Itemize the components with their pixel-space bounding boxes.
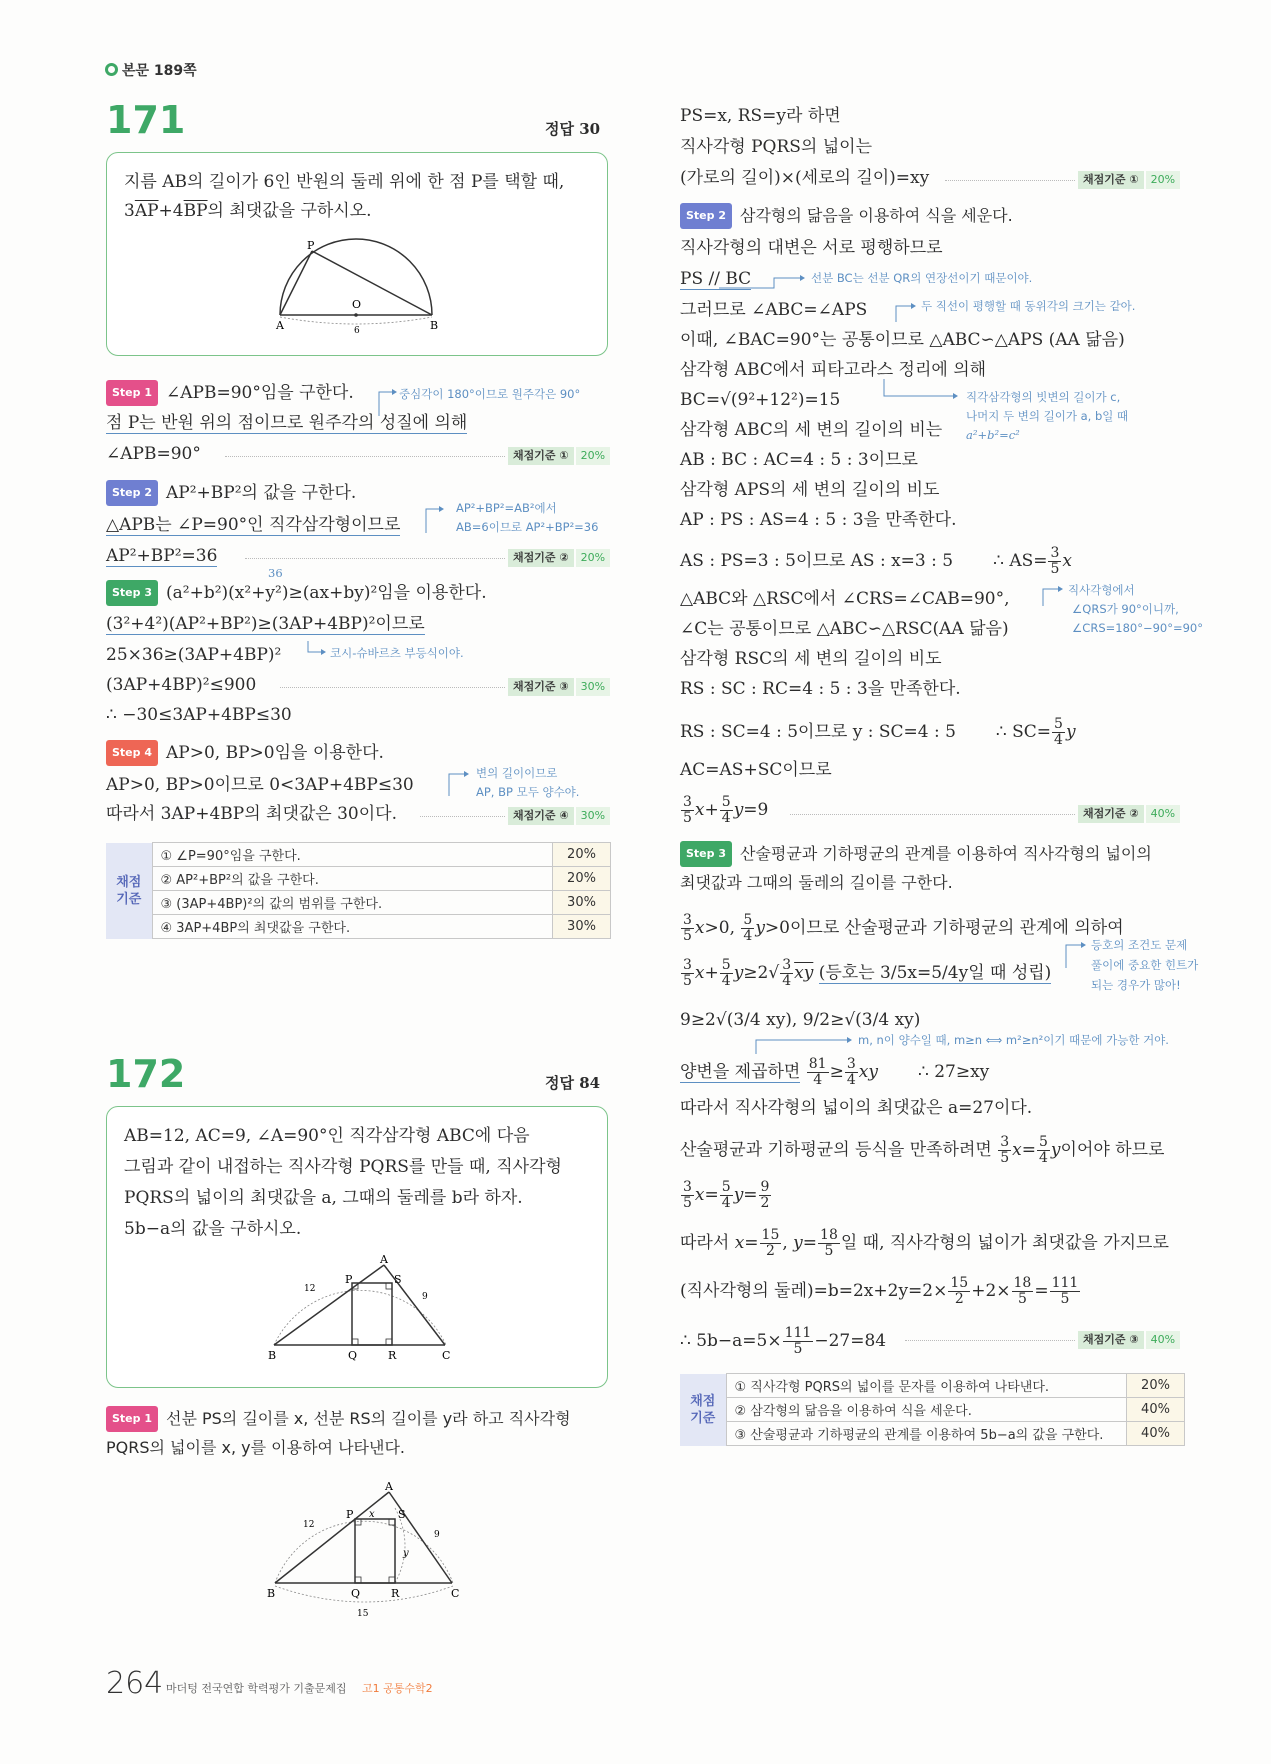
step2-title: Step 2 AP²+BP²의 값을 구한다. — [106, 480, 356, 506]
solution-line: ∴ 5b−a=5× $\frac{111}{5}$ −27=84 — [680, 1325, 887, 1357]
criteria-tag: 채점기준 ② 20% — [508, 549, 610, 567]
side-note: 등호의 조건도 문제 — [1091, 938, 1188, 952]
solution-line: AB : BC : AC=4 : 5 : 3이므로 — [680, 450, 918, 470]
note-arrow — [448, 768, 472, 798]
svg-text:Q: Q — [351, 1587, 361, 1600]
note-arrow — [883, 378, 963, 402]
svg-text:A: A — [276, 319, 284, 332]
grading-criteria-table: 채점 기준 ① 직사각형 PQRS의 넓이를 문자를 이용하여 나타낸다. 20% ② 삼각형의 닮음을 이용하여 식을 세운다. 40% ③ 산술평균과 기하평균의 관계를 이용하여 5b−a의 값을 구한다. 40% — [680, 1373, 1185, 1446]
svg-text:O: O — [352, 298, 362, 311]
solution-line: $\frac{3}{5}$ x+ $\frac{5}{4}$ y=9 — [683, 794, 769, 826]
svg-text:R: R — [388, 1349, 397, 1362]
svg-text:12: 12 — [304, 1284, 316, 1294]
svg-text:9: 9 — [422, 1292, 428, 1302]
criteria-label: 채점 기준 — [680, 1374, 726, 1446]
step-badge: Step 2 — [680, 203, 732, 229]
solution-line: 따라서 x= $\frac{15}{2}$ , y= $\frac{18}{5}$ 일 때, 직사각형의 넓이가 최댓값을 가지므로 — [680, 1227, 1169, 1259]
solution-line: (3AP+4BP)²≤900 — [106, 675, 257, 695]
solution-line: 이때, ∠BAC=90°는 공통이므로 △ABC∽△APS (AA 닮음) — [680, 330, 1125, 350]
side-note: ∠QRS가 90°이니까, — [1072, 602, 1179, 616]
solution-line: 9≥2√(3/4 xy), 9/2≥√(3/4 xy) — [680, 1010, 921, 1030]
step4-title: Step 4 AP>0, BP>0임을 이용한다. — [106, 740, 384, 766]
triangle-figure-labeled — [255, 1480, 470, 1625]
solution-line: 25×36≥(3AP+4BP)² — [106, 645, 282, 665]
step3-title: Step 3 (a²+b²)(x²+y²)≥(ax+by)²임을 이용한다. — [106, 580, 487, 606]
subject-label: 고1 공통수학2 — [362, 1682, 433, 1695]
svg-text:P: P — [346, 1508, 354, 1521]
solution-line: 양변을 제곱하면 $\frac{81}{4}$ ≥ $\frac{3}{4}$ xy ∴ 27≥xy — [680, 1056, 990, 1088]
side-note: ∠CRS=180°−90°=90° — [1072, 621, 1204, 635]
side-note: 직각삼각형의 빗변의 길이가 c, — [966, 390, 1121, 404]
solution-line: $\frac{3}{5}$ x= $\frac{5}{4}$ y= $\frac{9}{2}$ — [683, 1179, 770, 1211]
solution-line: AC=AS+SC이므로 — [680, 760, 832, 780]
solution-line: PS=x, RS=y라 하면 — [680, 106, 841, 126]
criteria-tag: 채점기준 ① 20% — [508, 447, 610, 465]
question-text: AB=12, AC=9, ∠A=90°인 직각삼각형 ABC에 다음 — [124, 1126, 530, 1146]
solution-line: PS // BC — [680, 269, 752, 289]
step-badge: Step 1 — [106, 380, 158, 406]
solution-line: ∴ −30≤3AP+4BP≤30 — [106, 705, 292, 725]
svg-text:P: P — [307, 239, 315, 252]
solution-line: △APB는 ∠P=90°인 직각삼각형이므로 — [106, 515, 401, 535]
svg-text:x: x — [369, 1509, 375, 1520]
criteria-tag: 채점기준 ③ 30% — [508, 678, 610, 696]
step3-title: Step 3 산술평균과 기하평균의 관계를 이용하여 직사각형의 넓이의 — [680, 841, 1152, 867]
side-note: 되는 경우가 많아! — [1091, 978, 1181, 992]
note-arrow — [718, 272, 808, 292]
note-arrow — [1042, 584, 1066, 608]
page-number: 264 — [106, 1666, 164, 1701]
note-arrow — [307, 640, 327, 660]
side-note: 코시-슈바르츠 부등식이야. — [330, 646, 464, 660]
answer: 정답 30 — [545, 120, 601, 138]
note-arrow — [755, 1036, 855, 1056]
svg-text:A: A — [380, 1255, 388, 1266]
svg-text:6: 6 — [354, 326, 360, 335]
criteria-tag: 채점기준 ② 40% — [1078, 805, 1180, 823]
solution-line: △ABC와 △RSC에서 ∠CRS=∠CAB=90°, — [680, 589, 1010, 609]
criteria-tag: 채점기준 ③ 40% — [1078, 1331, 1180, 1349]
solution-line: 산술평균과 기하평균의 등식을 만족하려면 $\frac{3}{5}$ x= $\frac{5}{4}$ y이어야 하므로 — [680, 1134, 1165, 1166]
solution-line: 점 P는 반원 위의 점이므로 원주각의 성질에 의해 — [106, 413, 468, 433]
svg-text:9: 9 — [434, 1530, 440, 1540]
book-title: 마더텅 전국연합 학력평가 기출문제집 — [166, 1682, 347, 1695]
question-text: $3\overline{AP}+4\overline{BP}$의 최댓값을 구하시오. — [124, 201, 372, 221]
side-note: 36 — [268, 566, 283, 580]
step1-title-cont: PQRS의 넓이를 x, y를 이용하여 나타낸다. — [106, 1438, 405, 1457]
dotted-leader — [245, 558, 505, 559]
triangle-figure — [260, 1255, 460, 1370]
svg-text:C: C — [451, 1587, 460, 1600]
question-text: PQRS의 넓이의 최댓값을 a, 그때의 둘레를 b라 하자. — [124, 1188, 523, 1208]
dotted-leader — [280, 687, 505, 688]
step2-title: Step 2 삼각형의 닮음을 이용하여 식을 세운다. — [680, 203, 1013, 229]
solution-line: 삼각형 ABC에서 피타고라스 정리에 의해 — [680, 360, 987, 380]
svg-text:Q: Q — [348, 1349, 358, 1362]
svg-text:B: B — [430, 319, 439, 332]
side-note: 풀이에 중요한 힌트가 — [1091, 958, 1199, 972]
step1-title: Step 1 선분 PS의 길이를 x, 선분 RS의 길이를 y라 하고 직사각형 — [106, 1406, 571, 1432]
step-badge: Step 3 — [106, 580, 158, 606]
semicircle-figure — [270, 235, 450, 335]
solution-line: 삼각형 APS의 세 변의 길이의 비도 — [680, 480, 940, 500]
criteria-tag: 채점기준 ④ 30% — [508, 807, 610, 825]
step-badge: Step 1 — [106, 1406, 158, 1432]
note-arrow — [1065, 940, 1089, 970]
question-text: 그림과 같이 내접하는 직사각형 PQRS를 만들 때, 직사각형 — [124, 1157, 562, 1177]
solution-line: ∠C는 공통이므로 △ABC∽△RSC(AA 닮음) — [680, 619, 1009, 639]
solution-line: 삼각형 RSC의 세 변의 길이의 비도 — [680, 649, 942, 669]
criteria-tag: 채점기준 ① 20% — [1078, 171, 1180, 189]
svg-text:R: R — [391, 1587, 400, 1600]
solution-line: 삼각형 ABC의 세 변의 길이의 비는 — [680, 420, 943, 440]
question-text: 5b−a의 값을 구하시오. — [124, 1219, 302, 1239]
solution-line: $\frac{3}{5}$ x+ $\frac{5}{4}$ y≥2√ $\frac{3}{4}$ xy (등호는 3/5x=5/4y일 때 성립) — [683, 957, 1052, 989]
side-note: m, n이 양수일 때, m≥n ⟺ m²≥n²이기 때문에 가능한 거야. — [858, 1033, 1169, 1047]
side-note: 변의 길이이므로 — [476, 766, 558, 780]
side-note: 나머지 두 변의 길이가 a, b일 때 — [966, 409, 1129, 423]
circle-arrow-icon — [105, 63, 118, 76]
dotted-leader — [905, 1340, 1075, 1341]
side-note: 두 직선이 평행할 때 동위각의 크기는 같아. — [921, 299, 1136, 313]
solution-line: 따라서 3AP+4BP의 최댓값은 30이다. — [106, 804, 397, 824]
side-note: AP, BP 모두 양수야. — [476, 785, 580, 799]
svg-text:B: B — [268, 1349, 277, 1362]
solution-line: 직사각형의 대변은 서로 평행하므로 — [680, 238, 943, 258]
step1-title: Step 1 ∠APB=90°임을 구한다. — [106, 380, 354, 406]
solution-line: ∠APB=90° — [106, 444, 201, 464]
solution-line: BC=√(9²+12²)=15 — [680, 390, 841, 410]
solution-line: RS : SC=4 : 5이므로 y : SC=4 : 5 ∴ SC= $\frac{5}{4}$ y — [680, 716, 1076, 748]
solution-line: 직사각형 PQRS의 넓이는 — [680, 137, 873, 157]
side-note: a²+b²=c² — [966, 428, 1020, 442]
side-note: 중심각이 180°이므로 원주각은 90° — [399, 387, 581, 401]
solution-line: AP>0, BP>0이므로 0<3AP+4BP≤30 — [106, 775, 414, 795]
svg-text:S: S — [398, 1508, 406, 1521]
step-badge: Step 4 — [106, 740, 158, 766]
svg-text:y: y — [403, 1548, 409, 1559]
dotted-leader — [225, 456, 505, 457]
grading-criteria-table: 채점 기준 ① ∠P=90°임을 구한다. 20% ② AP²+BP²의 값을 구한다. 20% ③ (3AP+4BP)²의 값의 범위를 구한다. 30% ④ 3AP+4BP의 최댓값을 구한다. 30% — [106, 842, 611, 939]
solution-line: 따라서 직사각형의 넓이의 최댓값은 a=27이다. — [680, 1098, 1033, 1118]
svg-text:B: B — [267, 1587, 276, 1600]
solution-line: (3²+4²)(AP²+BP²)≥(3AP+4BP)²이므로 — [106, 614, 425, 634]
side-note: 선분 BC는 선분 QR의 연장선이기 때문이야. — [811, 271, 1033, 285]
note-arrow — [895, 300, 919, 324]
solution-line: $\frac{3}{5}$ x>0, $\frac{5}{4}$ y>0이므로 산술평균과 기하평균의 관계에 의하여 — [683, 912, 1124, 944]
answer: 정답 84 — [545, 1074, 601, 1092]
solution-line: 그러므로 ∠ABC=∠APS — [680, 300, 868, 320]
step-badge: Step 2 — [106, 480, 158, 506]
solution-line: RS : SC : RC=4 : 5 : 3을 만족한다. — [680, 679, 961, 699]
svg-text:P: P — [345, 1273, 353, 1286]
svg-text:S: S — [394, 1273, 402, 1286]
side-note: AP²+BP²=AB²에서 — [456, 501, 557, 515]
page-reference: 본문 189쪽 — [105, 60, 197, 80]
solution-line: AS : PS=3 : 5이므로 AS : x=3 : 5 ∴ AS= $\frac{3}{5}$ x — [680, 545, 1072, 577]
side-note: 직사각형에서 — [1068, 583, 1135, 597]
dotted-leader — [945, 180, 1075, 181]
solution-line: (직사각형의 둘레)=b=2x+2y=2× $\frac{15}{2}$ +2× $\frac{18}{5}$ = $\frac{111}{5}$ — [680, 1275, 1079, 1307]
svg-text:A: A — [385, 1480, 393, 1493]
solution-line: (가로의 길이)×(세로의 길이)=xy — [680, 168, 930, 188]
note-arrow — [425, 505, 445, 535]
svg-text:15: 15 — [357, 1609, 369, 1619]
side-note: AB=6이므로 AP²+BP²=36 — [456, 520, 599, 534]
dotted-leader — [420, 816, 505, 817]
dotted-leader — [790, 814, 1075, 815]
problem-number: 172 — [106, 1052, 186, 1096]
svg-text:C: C — [442, 1349, 451, 1362]
step-badge: Step 3 — [680, 841, 732, 867]
problem-number: 171 — [106, 98, 186, 142]
step3-title-cont: 최댓값과 그때의 둘레의 길이를 구한다. — [680, 873, 953, 892]
svg-text:12: 12 — [303, 1520, 315, 1530]
criteria-label: 채점 기준 — [106, 843, 152, 939]
solution-line: AP : PS : AS=4 : 5 : 3을 만족한다. — [680, 510, 957, 530]
question-text: 지름 AB의 길이가 6인 반원의 둘레 위에 한 점 P를 택할 때, — [124, 172, 565, 192]
solution-line: AP²+BP²=36 — [106, 546, 218, 566]
